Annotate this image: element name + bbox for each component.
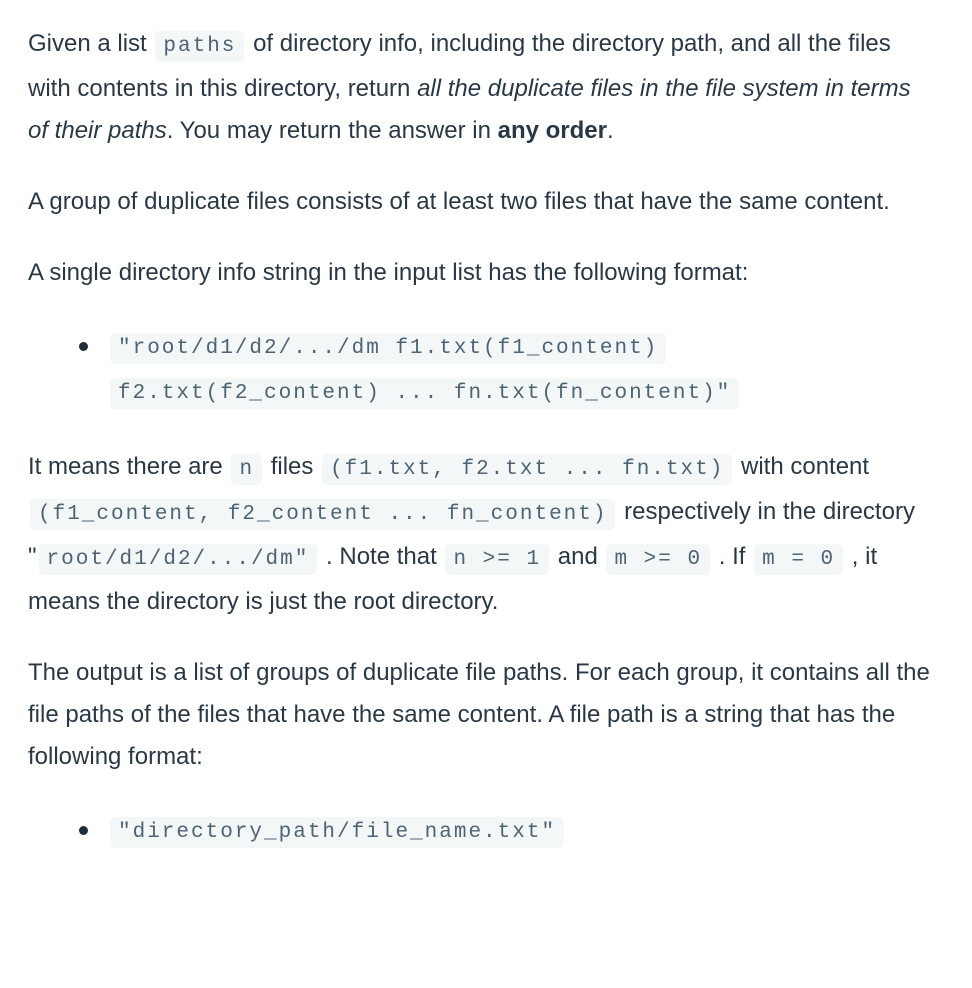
italic-text: all the duplicate files in the file system in terms of their paths [28,75,911,144]
text-run: . If [712,543,753,570]
text-run: It means there are [28,453,230,480]
text-run: of directory info, including the directory path, and all the files with contents in this directory, return [28,30,891,102]
paragraph [28,652,932,778]
text-run: , it means the directory is just the root directory. [28,543,878,615]
bullet-list [28,325,932,415]
text-run: with content [734,453,870,480]
paragraph [28,181,932,223]
text-run: respectively in the directory " [28,498,915,570]
text-run: Given a list [28,30,154,57]
paragraph [28,252,932,294]
inline-code: root/d1/d2/.../dm" [39,544,318,575]
inline-code: "root/d1/d2/.../dm f1.txt(f1_content) f2.txt(f2_content) ... fn.txt(fn_content)" [110,333,739,409]
inline-code: m >= 0 [606,544,710,575]
paragraph [28,446,932,623]
paragraph [28,23,932,152]
text-run: files [264,453,321,480]
text-run: A group of duplicate files consists of at least two files that have the same content. [28,188,890,215]
inline-code: paths [155,31,244,62]
text-run: . [606,117,614,144]
text-run: . Note that [319,543,444,570]
list-item [108,809,932,854]
inline-code: (f1.txt, f2.txt ... fn.txt) [322,454,732,485]
bullet-list [28,809,932,854]
inline-code: n >= 1 [445,544,549,575]
list-item [108,325,932,415]
inline-code: m = 0 [754,544,843,575]
inline-code: "directory_path/file_name.txt" [110,817,564,848]
text-run: and [551,543,605,570]
text-run: The output is a list of groups of duplicate file paths. For each group, it contains all the file paths of the files that have the same content. A file path is a string that has the following format: [28,659,930,770]
text-run: A single directory info string in the input list has the following format: [28,259,749,286]
inline-code: n [231,454,262,485]
bold-text: any order [497,117,607,144]
text-run: . You may return the answer in [166,117,498,144]
inline-code: (f1_content, f2_content ... fn_content) [30,499,615,530]
